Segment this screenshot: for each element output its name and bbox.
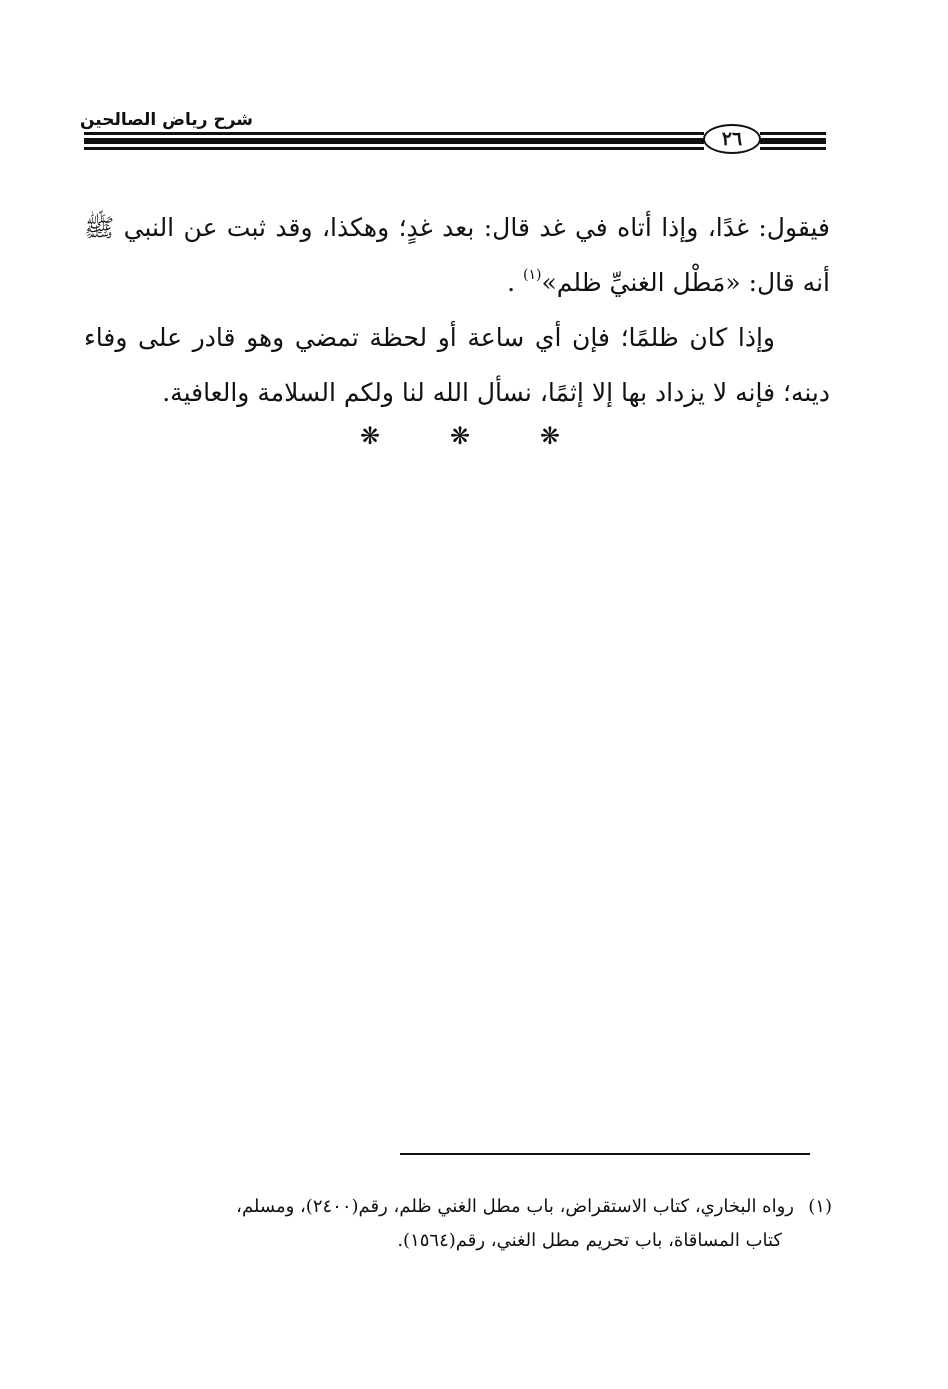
footnotes xyxy=(80,1190,832,1258)
footnote-marker: (١) xyxy=(523,267,542,283)
page-number: ٢٦ xyxy=(703,124,761,154)
footnote-1-line-1 xyxy=(80,1190,832,1224)
separator-star-icon: ❋ xyxy=(360,422,381,450)
paragraph-1 xyxy=(84,200,830,310)
running-title: شرح رياض الصالحين xyxy=(80,110,254,130)
paragraph-2: وإذا كان ظلمًا؛ فإن أي ساعة أو لحظة تمضي وهو قادر على وفاء دينه؛ فإنه لا يزداد بها إلا إثمًا، نسأل الله لنا ولكم السلامة والعافية. xyxy=(84,323,830,407)
paragraph-1-end: . xyxy=(507,268,516,297)
paragraph-1-line-2: ﷺ أنه قال: «مَطْل الغنيِّ ظلم» xyxy=(84,213,830,297)
separator-star-icon: ❋ xyxy=(539,422,560,450)
separator-star-icon: ❋ xyxy=(449,422,471,450)
paragraph-1-line-1: فيقول: غدًا، وإذا أتاه في غد قال: بعد غدٍ؛ وهكذا، وقد ثبت عن النبي xyxy=(123,213,830,242)
footnote-1-line-2: كتاب المساقاة، باب تحريم مطل الغني، رقم(١٥٦٤). xyxy=(397,1230,782,1251)
section-separator xyxy=(360,422,560,456)
footnote-divider xyxy=(400,1153,810,1155)
footnote-number: (١) xyxy=(808,1196,832,1217)
footnote-1 xyxy=(80,1190,832,1258)
main-text xyxy=(84,200,830,420)
footnote-text: رواه البخاري، كتاب الاستقراض، باب مطل الغني ظلم، رقم(٢٤٠٠)، ومسلم، xyxy=(236,1196,794,1217)
